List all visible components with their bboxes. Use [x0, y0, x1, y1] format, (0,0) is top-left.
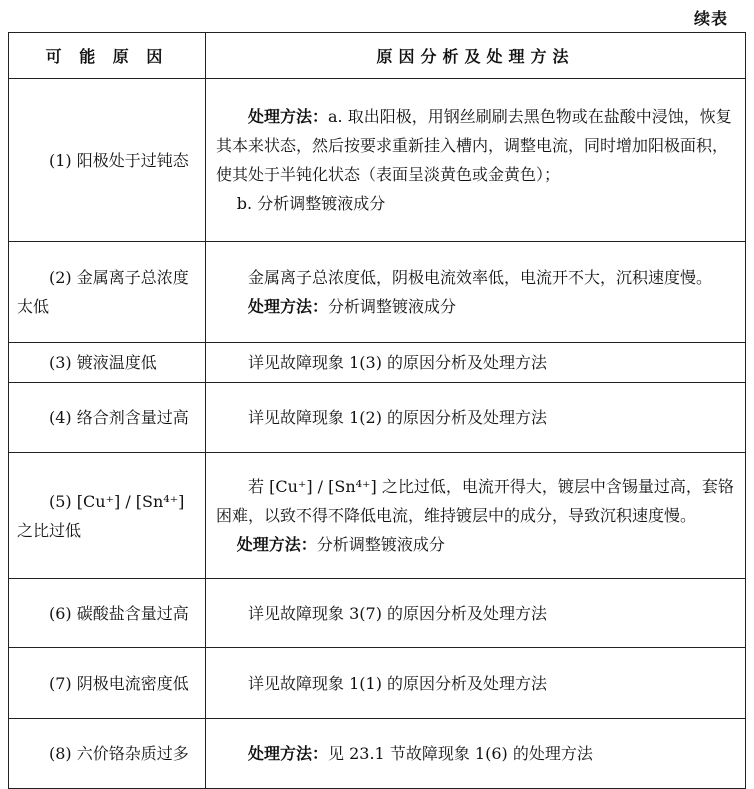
header-cause: 可 能 原 因: [9, 33, 206, 79]
remedy-cell: [206, 79, 746, 242]
cause-cell: (2) 金属离子总浓度太低: [9, 242, 206, 343]
table-caption: 续表: [693, 9, 728, 28]
table-row: [9, 383, 746, 453]
remedy-paragraph: [216, 263, 741, 292]
table-row: [9, 453, 746, 579]
cause-cell: (1) 阳极处于过钝态: [9, 79, 206, 242]
remedy-text: 分析调整镀液成分: [316, 535, 445, 554]
method-label: 处理方法：: [236, 535, 317, 554]
remedy-text: 详见故障现象 1(1) 的原因分析及处理方法: [248, 673, 548, 693]
table-row: [9, 79, 746, 242]
remedy-text: 若 [Cu⁺] / [Sn⁴⁺] 之比过低，电流开得大，镀层中含锡量过高，套铬困难，以致不得不降低电流，维持镀层中的成分，导致沉积速度慢。: [216, 477, 734, 525]
remedy-cell: [206, 579, 746, 648]
remedy-paragraph: [216, 530, 741, 559]
remedy-text: 金属离子总浓度低，阴极电流效率低，电流开不大，沉积速度慢。: [248, 268, 713, 287]
remedy-cell: [206, 453, 746, 579]
table-row: [9, 242, 746, 343]
remedy-paragraph: [216, 348, 741, 377]
remedy-text: 分析调整镀液成分: [328, 297, 457, 316]
remedy-text: a. 取出阳极，用钢丝刷刷去黑色物或在盐酸中浸蚀，恢复其本来状态，然后按要求重新挂入槽内，调整电流，同时增加阳极面积，使其处于半钝化状态（表面呈淡黄色或金黄色）；: [216, 107, 732, 184]
remedy-paragraph: [216, 472, 741, 530]
table-row: [9, 648, 746, 719]
remedy-paragraph: [216, 669, 741, 698]
remedy-paragraph: [216, 292, 741, 321]
remedy-paragraph: [216, 739, 741, 768]
remedy-paragraph: [216, 102, 741, 189]
table-row: [9, 719, 746, 789]
remedy-paragraph: [216, 403, 741, 432]
remedy-cell: [206, 343, 746, 383]
header-remedy: 原因分析及处理方法: [206, 33, 746, 79]
remedy-cell: [206, 383, 746, 453]
remedy-text: b. 分析调整镀液成分: [236, 194, 386, 213]
remedy-text: 详见故障现象 3(7) 的原因分析及处理方法: [248, 603, 548, 623]
table-row: [9, 343, 746, 383]
cause-cell: (7) 阴极电流密度低: [9, 648, 206, 719]
method-label: 处理方法：: [248, 107, 329, 126]
table-row: [9, 579, 746, 648]
remedy-cell: [206, 719, 746, 789]
remedy-text: 详见故障现象 1(2) 的原因分析及处理方法: [248, 408, 548, 427]
remedy-cell: [206, 242, 746, 343]
remedy-text: 详见故障现象 1(3) 的原因分析及处理方法: [248, 353, 548, 372]
cause-cell: (4) 络合剂含量过高: [9, 383, 206, 453]
remedy-paragraph: [216, 599, 741, 628]
remedy-paragraph: [216, 189, 741, 218]
method-label: 处理方法：: [248, 744, 329, 763]
remedy-cell: [206, 648, 746, 719]
table-header-row: [9, 33, 746, 79]
cause-cell: (8) 六价铬杂质过多: [9, 719, 206, 789]
method-label: 处理方法：: [248, 297, 329, 316]
cause-cell: (3) 镀液温度低: [9, 343, 206, 383]
cause-cell: (6) 碳酸盐含量过高: [9, 579, 206, 648]
cause-cell: (5) [Cu⁺] / [Sn⁴⁺] 之比过低: [9, 453, 206, 579]
troubleshooting-table: [8, 32, 746, 789]
remedy-text: 见 23.1 节故障现象 1(6) 的处理方法: [328, 744, 593, 763]
